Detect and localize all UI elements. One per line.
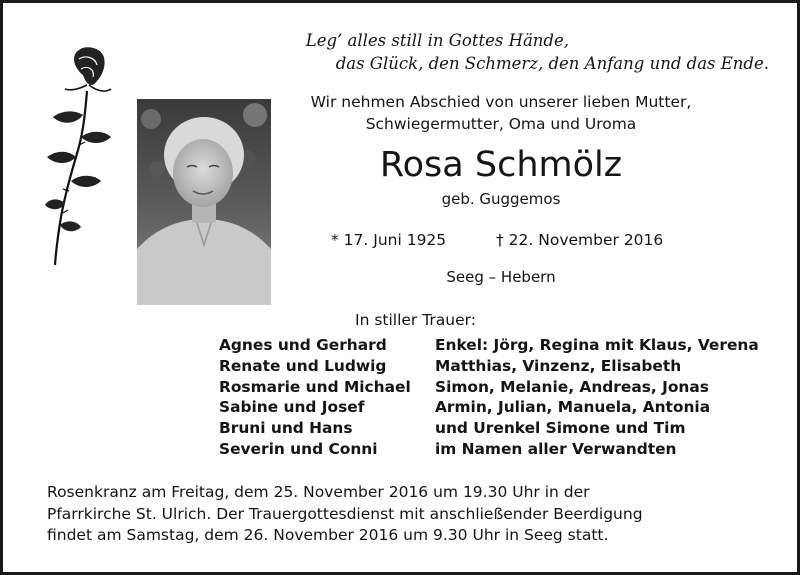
mourning-heading: In stiller Trauer: bbox=[355, 311, 476, 329]
portrait-photo bbox=[137, 99, 271, 305]
quote-line-1: Leg’ alles still in Gottes Hände, bbox=[305, 31, 569, 50]
deceased-name: Rosa Schmölz bbox=[379, 145, 623, 185]
place-of-residence: Seeg – Hebern bbox=[446, 268, 556, 286]
portrait-image bbox=[137, 99, 271, 305]
quote bbox=[3, 29, 793, 75]
intro-line-1: Wir nehmen Abschied von unserer lieben Mutter, bbox=[310, 93, 692, 111]
list-item: im Namen aller Verwandten bbox=[435, 439, 677, 458]
intro-text bbox=[273, 91, 729, 135]
quote-line-2: das Glück, den Schmerz, den Anfang und das Ende. bbox=[335, 54, 769, 73]
funeral-line-1: Rosenkranz am Freitag, dem 25. November 2016 um 19.30 Uhr in der bbox=[47, 483, 590, 501]
birth-date: * 17. Juni 1925 bbox=[331, 231, 447, 249]
list-item: Sabine und Josef bbox=[219, 398, 365, 417]
mourners-children bbox=[219, 335, 411, 460]
mourners-grandchildren bbox=[435, 335, 759, 460]
list-item: Enkel: Jörg, Regina mit Klaus, Verena bbox=[435, 336, 759, 354]
list-item: Renate und Ludwig bbox=[219, 356, 387, 375]
list-item: Matthias, Vinzenz, Elisabeth bbox=[435, 356, 682, 375]
list-item: Agnes und Gerhard bbox=[219, 336, 387, 354]
rose-icon bbox=[43, 45, 115, 267]
funeral-details bbox=[47, 482, 767, 547]
list-item: Armin, Julian, Manuela, Antonia bbox=[435, 398, 711, 417]
list-item: Bruni und Hans bbox=[219, 419, 353, 438]
funeral-line-2: Pfarrkirche St. Ulrich. Der Trauergottesdienst mit anschließender Beerdigung bbox=[47, 504, 643, 523]
list-item: Simon, Melanie, Andreas, Jonas bbox=[435, 377, 709, 396]
list-item: Severin und Conni bbox=[219, 439, 378, 458]
intro-line-2: Schwiegermutter, Oma und Uroma bbox=[365, 115, 637, 133]
maiden-name: geb. Guggemos bbox=[441, 190, 561, 208]
death-date: † 22. November 2016 bbox=[496, 231, 664, 249]
funeral-line-3: findet am Samstag, dem 26. November 2016 um 9.30 Uhr in Seeg statt. bbox=[47, 526, 609, 544]
list-item: und Urenkel Simone und Tim bbox=[435, 419, 686, 438]
list-item: Rosmarie und Michael bbox=[219, 377, 411, 396]
